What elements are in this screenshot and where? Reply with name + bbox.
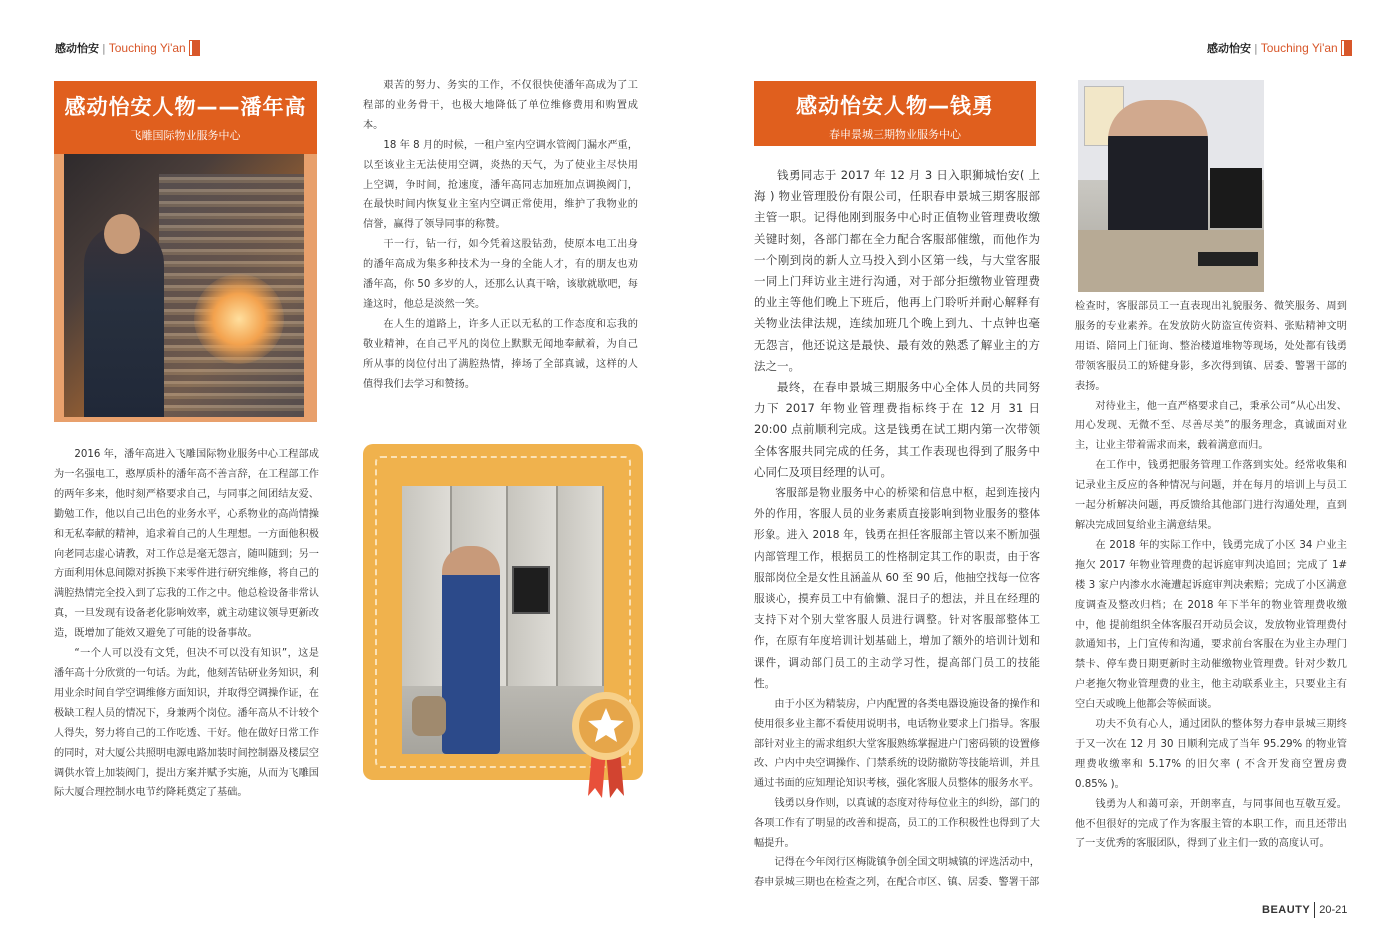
article-title: 感动怡安人物——潘年高 — [64, 95, 307, 119]
magazine-brand: BEAUTY — [1262, 904, 1311, 916]
paragraph: 客服部是物业服务中心的桥梁和信息中枢，起到连接内外的作用，客服人员的业务素质直接影响到物业服务的整体形象。进入 2018 年，钱勇在担任客服部主管以来不断加强内部管理工作，根据员工的性格制定其工作的职责，由于客服部岗位全是女性且涵盖从 60 至 90 后，他抽空找每一位客服谈心，摸弃员工中有偷懒、混日子的想法，并且在经理的支持下对个别大堂客服人员进行调整。针对客服部整体工作，在原有年度培训计划基础上，增加了额外的培训计划和课件，调动部门员工的主动学习性，提高部门员工的技能性。 — [754, 487, 1040, 690]
header-separator: | — [1254, 41, 1258, 55]
paragraph: 在 2018 年的实际工作中，钱勇完成了小区 34 户业主拖欠 2017 年物业管理费的起诉庭审判决追回；完成了 1# 楼 3 家户内渗水水淹遭起诉庭审判决索赔；完成了小区满意度调查及整改归档；在 2018 年下半年的物业管理费收缴中，他 提前组织全体客服召开动员会议，发放物业管理费付款通知书，上门宣传和沟通，要求前台客服在为业主办理门禁卡、停车费日期更新时主动催缴物业管理费。针对少数几户老拖欠物业管理费的业主，他主动联系业主，只要业主有空白天或晚上他都会等候面谈。 — [1075, 539, 1347, 711]
paragraph: 18 年 8 月的时候，一租户室内空调水管阀门漏水严重，以至该业主无法使用空调，炎热的天气，为了使业主尽快用上空调，争时间，抢速度，潘年高同志加班加点调换阀门，在最快时间内恢复业主室内空调正常使用，维护了我物业的信誉，赢得了领导同事的称赞。 — [363, 139, 638, 231]
paragraph: 2016 年，潘年高进入飞雕国际物业服务中心工程部成为一名强电工，憨厚质朴的潘年高不善言辞，在工程部工作的两年多来，他时刻严格要求自己，与同事之间团结友爱、勤勉工作，他以自己出色的业务水平，心系物业的高尚情操和无私奉献的精神，追求着自己的人生理想。一方面他积极向老同志虚心请教，对工作总是毫无怨言，随叫随到；另一方面利用休息间隙对拆换下来零件进行研究维修，将自己的满腔热情完全投入到了忘我的工作之中。他总检设备非常认真，一旦发现有设备老化影响效率，就主动建议领导更新改造，既增加了能效又避免了可能的设备事故。 — [54, 449, 319, 640]
folio-divider — [1314, 902, 1315, 918]
article-column-right-2 — [1075, 297, 1347, 854]
photo-manager-at-desk — [1078, 80, 1264, 292]
article-title: 感动怡安人物—钱勇 — [796, 94, 994, 118]
header-separator: | — [102, 41, 106, 55]
section-name-en: Touching Yi'an — [1260, 41, 1338, 55]
award-medal-icon — [570, 690, 642, 800]
article-column-right-1 — [754, 165, 1040, 893]
article-subtitle: 春申景城三期物业服务中心 — [829, 128, 961, 141]
article-subtitle: 飞雕国际物业服务中心 — [130, 129, 241, 142]
article-column-left-1 — [54, 445, 319, 803]
header-marker-icon — [1342, 41, 1351, 55]
photo-electrician-at-panel — [64, 154, 304, 417]
paragraph: 干一行，钻一行，如今凭着这股钻劲，使原本电工出身的潘年高成为集多种技术为一身的全能人才，有的朋友也劝潘年高，你 50 多岁的人，还那么认真干啥，该歇就歇吧，每逢这时，他总是淡然一笑。 — [363, 239, 638, 310]
paragraph: 最终，在春申景城三期服务中心全体人员的共同努力下 2017 年物业管理费指标终于在 12 月 31 日 20:00 点前顺利完成。这是钱勇在试工期内第一次带领全体客服共同完成的任务，其工作表现也得到了服务中心同仁及项目经理的认可。 — [754, 380, 1040, 479]
paragraph: 艰苦的努力、务实的工作，不仅很快使潘年高成为了工程部的业务骨干，也极大地降低了单位维修费用和购置成本。 — [363, 80, 638, 131]
article-column-left-2 — [363, 76, 638, 395]
paragraph: 功夫不负有心人，通过团队的整体努力春申景城三期终于又一次在 12 月 30 日顺利完成了当年 95.29% 的物业管理费收缴率和 5.17% 的旧欠率 ( 不含开发商空置房费 0.85% )。 — [1075, 719, 1347, 790]
article-title-box-right — [754, 81, 1036, 146]
paragraph: 钱勇以身作则，以真诚的态度对待每位业主的纠纷，部门的各项工作有了明显的改善和提高，员工的工作积极性也得到了大幅提升。 — [754, 798, 1040, 849]
paragraph: 在人生的道路上，许多人正以无私的工作态度和忘我的敬业精神，在自己平凡的岗位上默默无闻地奉献着，为自己所从事的岗位付出了满腔热情，捧场了全部真诚，这样的人值得我们去学习和赞扬。 — [363, 318, 638, 390]
section-name-en: Touching Yi'an — [108, 41, 186, 55]
running-head-right — [1207, 40, 1351, 56]
paragraph: 对待业主，他一直严格要求自己，秉承公司“从心出发、用心发现、无微不至、尽善尽美”的服务理念，真诚面对业主，让业主带着需求而来，载着满意而归。 — [1075, 400, 1347, 452]
page-numbers: 20-21 — [1319, 904, 1348, 916]
paragraph: 钱勇同志于 2017 年 12 月 3 日入职狮城怡安( 上海 ) 物业管理股份有限公司，任职春申景城三期客服部主管一职。记得他刚到服务中心时正值物业管理费收缴关键时刻，各部门都在全力配合客服部催缴，而他作为一个刚到岗的新人立马投入到小区第一线，与大堂客服一同上门拜访业主进行沟通，对于部分拒缴物业管理费的业主等他们晚上下班后，他再上门聆听并耐心解释有关物业法律法规，连续加班几个晚上到九、十点钟也毫无怨言，他还说这是最快、最有效的熟悉了解业主的方法之一。 — [754, 168, 1040, 373]
header-marker-icon — [190, 41, 199, 55]
paragraph: 检查时，客服部员工一直表现出礼貌服务、微笑服务、周到服务的专业素养。在发放防火防盗宣传资料、张贴精神文明用语、陪同上门征询、整治楼道堆物等现场，处处都有钱勇带领客服员工的矫健身影，多次得到镇、居委、警署干部的表扬。 — [1075, 301, 1347, 392]
running-head-left — [55, 40, 199, 56]
section-name-cn: 感动怡安 — [1207, 42, 1251, 55]
page-folio — [1262, 902, 1347, 918]
paragraph: “一个人可以没有文凭，但决不可以没有知识”，这是潘年高十分欣赏的一句话。为此，他刻苦钻研业务知识，利用业余时间自学空调维修方面知识，并取得空调操作证，在极缺工程人员的情况下，身兼两个岗位。潘年高从不计较个人得失，努力将自己的工作吃透、干好。他在做好日常工作的同时，对大厦公共照明电源电路加装时间控制器及楼层空调供水管上加装阀门，提出方案并赋予实施，从而为飞雕国际大厦合理控制水电节约降耗奠定了基础。 — [54, 648, 319, 799]
section-name-cn: 感动怡安 — [55, 42, 99, 55]
paragraph: 由于小区为精装房，户内配置的各类电器设施设备的操作和使用很多业主都不看使用说明书，电话物业要求上门指导。客服部针对业主的需求组织大堂客服熟练掌握进户门密码锁的设置修改、户内中央空调操作、门禁系统的设防撤防等技能培训，并且通过书面的应知理论知识考核，强化客服人员整体的服务水平。 — [754, 699, 1040, 790]
paragraph: 钱勇为人和蔼可亲，开朗率直，与同事间也互敬互爱。他不但很好的完成了作为客服主管的本职工作，而且还带出了一支优秀的客服团队，得到了业主们一致的高度认可。 — [1075, 798, 1347, 850]
article-title-box-left — [54, 81, 317, 154]
paragraph: 记得在今年闵行区梅陇镇争创全国文明城镇的评选活动中，春申景城三期也在检查之列，在配合市区、镇、居委、警署干部 — [754, 857, 1040, 889]
paragraph: 在工作中，钱勇把服务管理工作落到实处。经常收集和记录业主反应的各种情况与问题，并在每月的培训上与员工一起分析解决问题，再反馈给其他部门进行沟通处理，直到解决完成回复给业主满意结果。 — [1075, 460, 1347, 531]
